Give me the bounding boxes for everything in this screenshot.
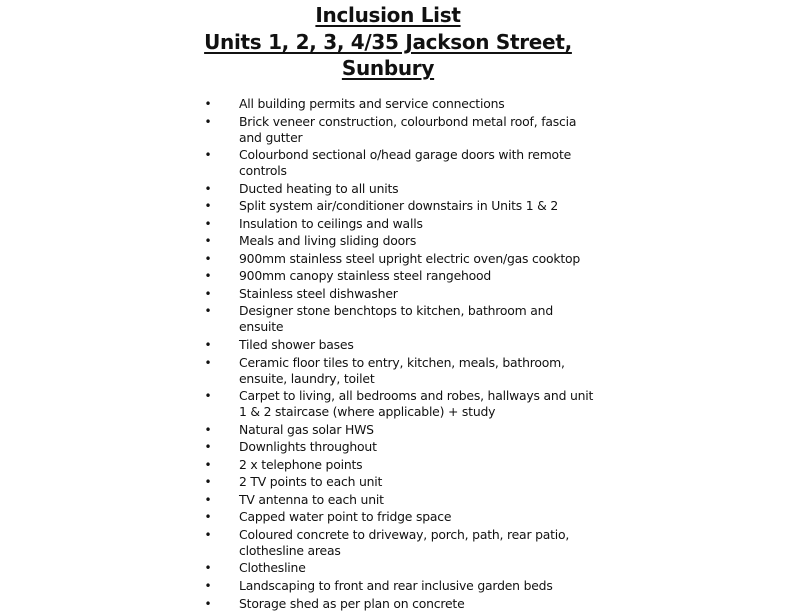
list-item [204, 198, 599, 214]
list-item [204, 491, 599, 508]
bullet-icon: • [204, 97, 212, 111]
bullet-icon: • [204, 440, 212, 455]
list-item [204, 474, 599, 490]
bullet-icon: • [204, 216, 212, 231]
list-item [204, 578, 599, 594]
list-item-text: Coloured concrete to driveway, porch, path, rear patio, clothesline areas [239, 526, 570, 558]
list-item-text: Brick veneer construction, colourbond metal roof, fascia and gutter [239, 113, 577, 145]
list-item-text: Split system air/conditioner downstairs in Units 1 & 2 [239, 198, 559, 214]
list-item-text: Storage shed as per plan on concrete [239, 595, 465, 611]
bullet-icon: • [204, 527, 212, 542]
list-item-text: Capped water point to fridge space [239, 509, 452, 525]
bullet-icon: • [204, 234, 212, 249]
bullet-icon: • [204, 181, 212, 196]
list-item [204, 215, 599, 232]
list-item-text: Downlights throughout [239, 439, 377, 455]
bullet-icon: • [204, 596, 212, 611]
list-item-text: 2 x telephone points [239, 456, 363, 472]
list-item [204, 388, 599, 420]
bullet-icon: • [204, 304, 212, 319]
bullet-icon: • [204, 561, 212, 576]
list-item-text: Ducted heating to all units [239, 180, 399, 196]
title-line-heading: Inclusion List [315, 3, 461, 27]
list-item [204, 113, 599, 146]
list-item-text: Natural gas solar HWS [239, 421, 374, 437]
bullet-icon: • [204, 269, 212, 284]
list-item [204, 595, 599, 612]
bullet-icon: • [204, 355, 212, 370]
list-item [204, 354, 599, 387]
list-item [204, 560, 599, 576]
list-item-text: Insulation to ceilings and walls [239, 215, 423, 231]
list-item-text: 900mm canopy stainless steel rangehood [239, 268, 492, 284]
list-item-text: Stainless steel dishwasher [239, 285, 398, 301]
bullet-icon: • [204, 199, 212, 214]
title-line-address: Units 1, 2, 3, 4/35 Jackson Street, [204, 29, 572, 54]
list-item [204, 303, 599, 335]
bullet-icon: • [204, 492, 212, 507]
bullet-icon: • [204, 422, 212, 437]
list-item [204, 147, 599, 179]
list-item [204, 456, 599, 473]
list-item-text: Tiled shower bases [239, 337, 354, 353]
list-item [204, 96, 599, 112]
bullet-icon: • [204, 286, 212, 301]
list-item [204, 285, 599, 302]
bullet-icon: • [204, 579, 212, 594]
list-item-text: All building permits and service connections [239, 96, 505, 111]
list-item-text: Landscaping to front and rear inclusive garden beds [239, 578, 553, 594]
list-item [204, 337, 599, 353]
list-item [204, 509, 599, 525]
list-item-text: Colourbond sectional o/head garage doors with remote controls [239, 147, 572, 179]
bullet-icon: • [204, 457, 212, 472]
bullet-icon: • [204, 475, 212, 490]
inclusion-list [0, 96, 800, 613]
list-item-text: Clothesline [239, 560, 306, 576]
title-line-suburb: Sunbury [341, 56, 435, 80]
bullet-icon: • [204, 114, 212, 129]
list-item-text: Carpet to living, all bedrooms and robes, hallways and unit 1 & 2 staircase (where applicable) + study [239, 388, 594, 420]
bullet-icon: • [204, 148, 212, 163]
list-item-text: 2 TV points to each unit [239, 474, 383, 490]
bullet-icon: • [204, 338, 212, 353]
document-title [0, 2, 776, 82]
list-item [204, 233, 599, 249]
list-item [204, 439, 599, 455]
list-item [204, 526, 599, 559]
list-item [204, 250, 599, 267]
list-item [204, 180, 599, 197]
list-item-text: 900mm stainless steel upright electric oven/gas cooktop [239, 250, 581, 266]
bullet-icon: • [204, 389, 212, 404]
list-item-text: Meals and living sliding doors [239, 233, 417, 249]
bullet-icon: • [204, 251, 212, 266]
list-item-text: TV antenna to each unit [239, 491, 384, 507]
list-item-text: Designer stone benchtops to kitchen, bathroom and ensuite [239, 303, 553, 335]
bullet-icon: • [204, 510, 212, 525]
list-item [204, 421, 599, 438]
list-item [204, 268, 599, 284]
list-item-text: Ceramic floor tiles to entry, kitchen, meals, bathroom, ensuite, laundry, toilet [239, 354, 565, 386]
